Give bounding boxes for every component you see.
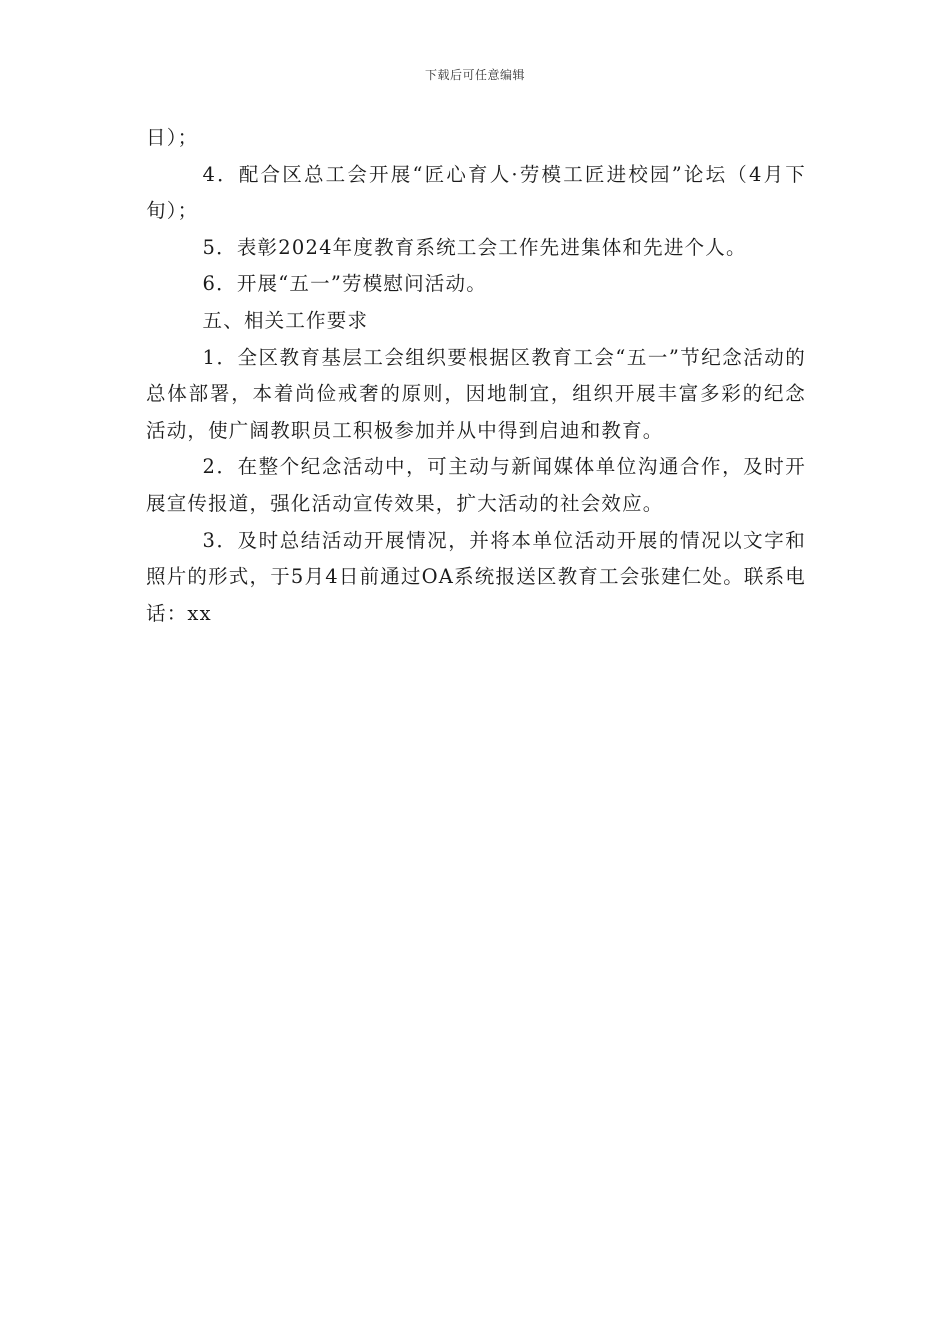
requirement-item-2: 2．在整个纪念活动中，可主动与新闻媒体单位沟通合作，及时开展宣传报道，强化活动宣传效果，扩大活动的社会效应。 [146, 455, 806, 515]
paragraph-continuation: 日）； [146, 126, 199, 149]
document-body [146, 120, 806, 632]
requirement-item-3: 3．及时总结活动开展情况，并将本单位活动开展的情况以文字和照片的形式，于5月4日前通过OA系统报送区教育工会张建仁处。联系电话：xx [146, 528, 806, 625]
section-heading-requirements: 五、相关工作要求 [202, 308, 369, 332]
paragraph-item-6: 6．开展“五一”劳模慰问活动。 [202, 272, 487, 296]
requirement-item-1: 1．全区教育基层工会组织要根据区教育工会“五一”节纪念活动的总体部署，本着尚俭戒奢的原则，因地制宜，组织开展丰富多彩的纪念活动，使广阔教职员工积极参加并从中得到启迪和教育。 [146, 345, 806, 442]
paragraph-item-4: 4．配合区总工会开展“匠心育人·劳模工匠进校园”论坛（4月下旬）； [146, 162, 806, 223]
page-header: 下载后可任意编辑 [424, 68, 525, 82]
paragraph-item-5: 5．表彰2024年度教育系统工会工作先进集体和先进个人。 [202, 235, 747, 259]
